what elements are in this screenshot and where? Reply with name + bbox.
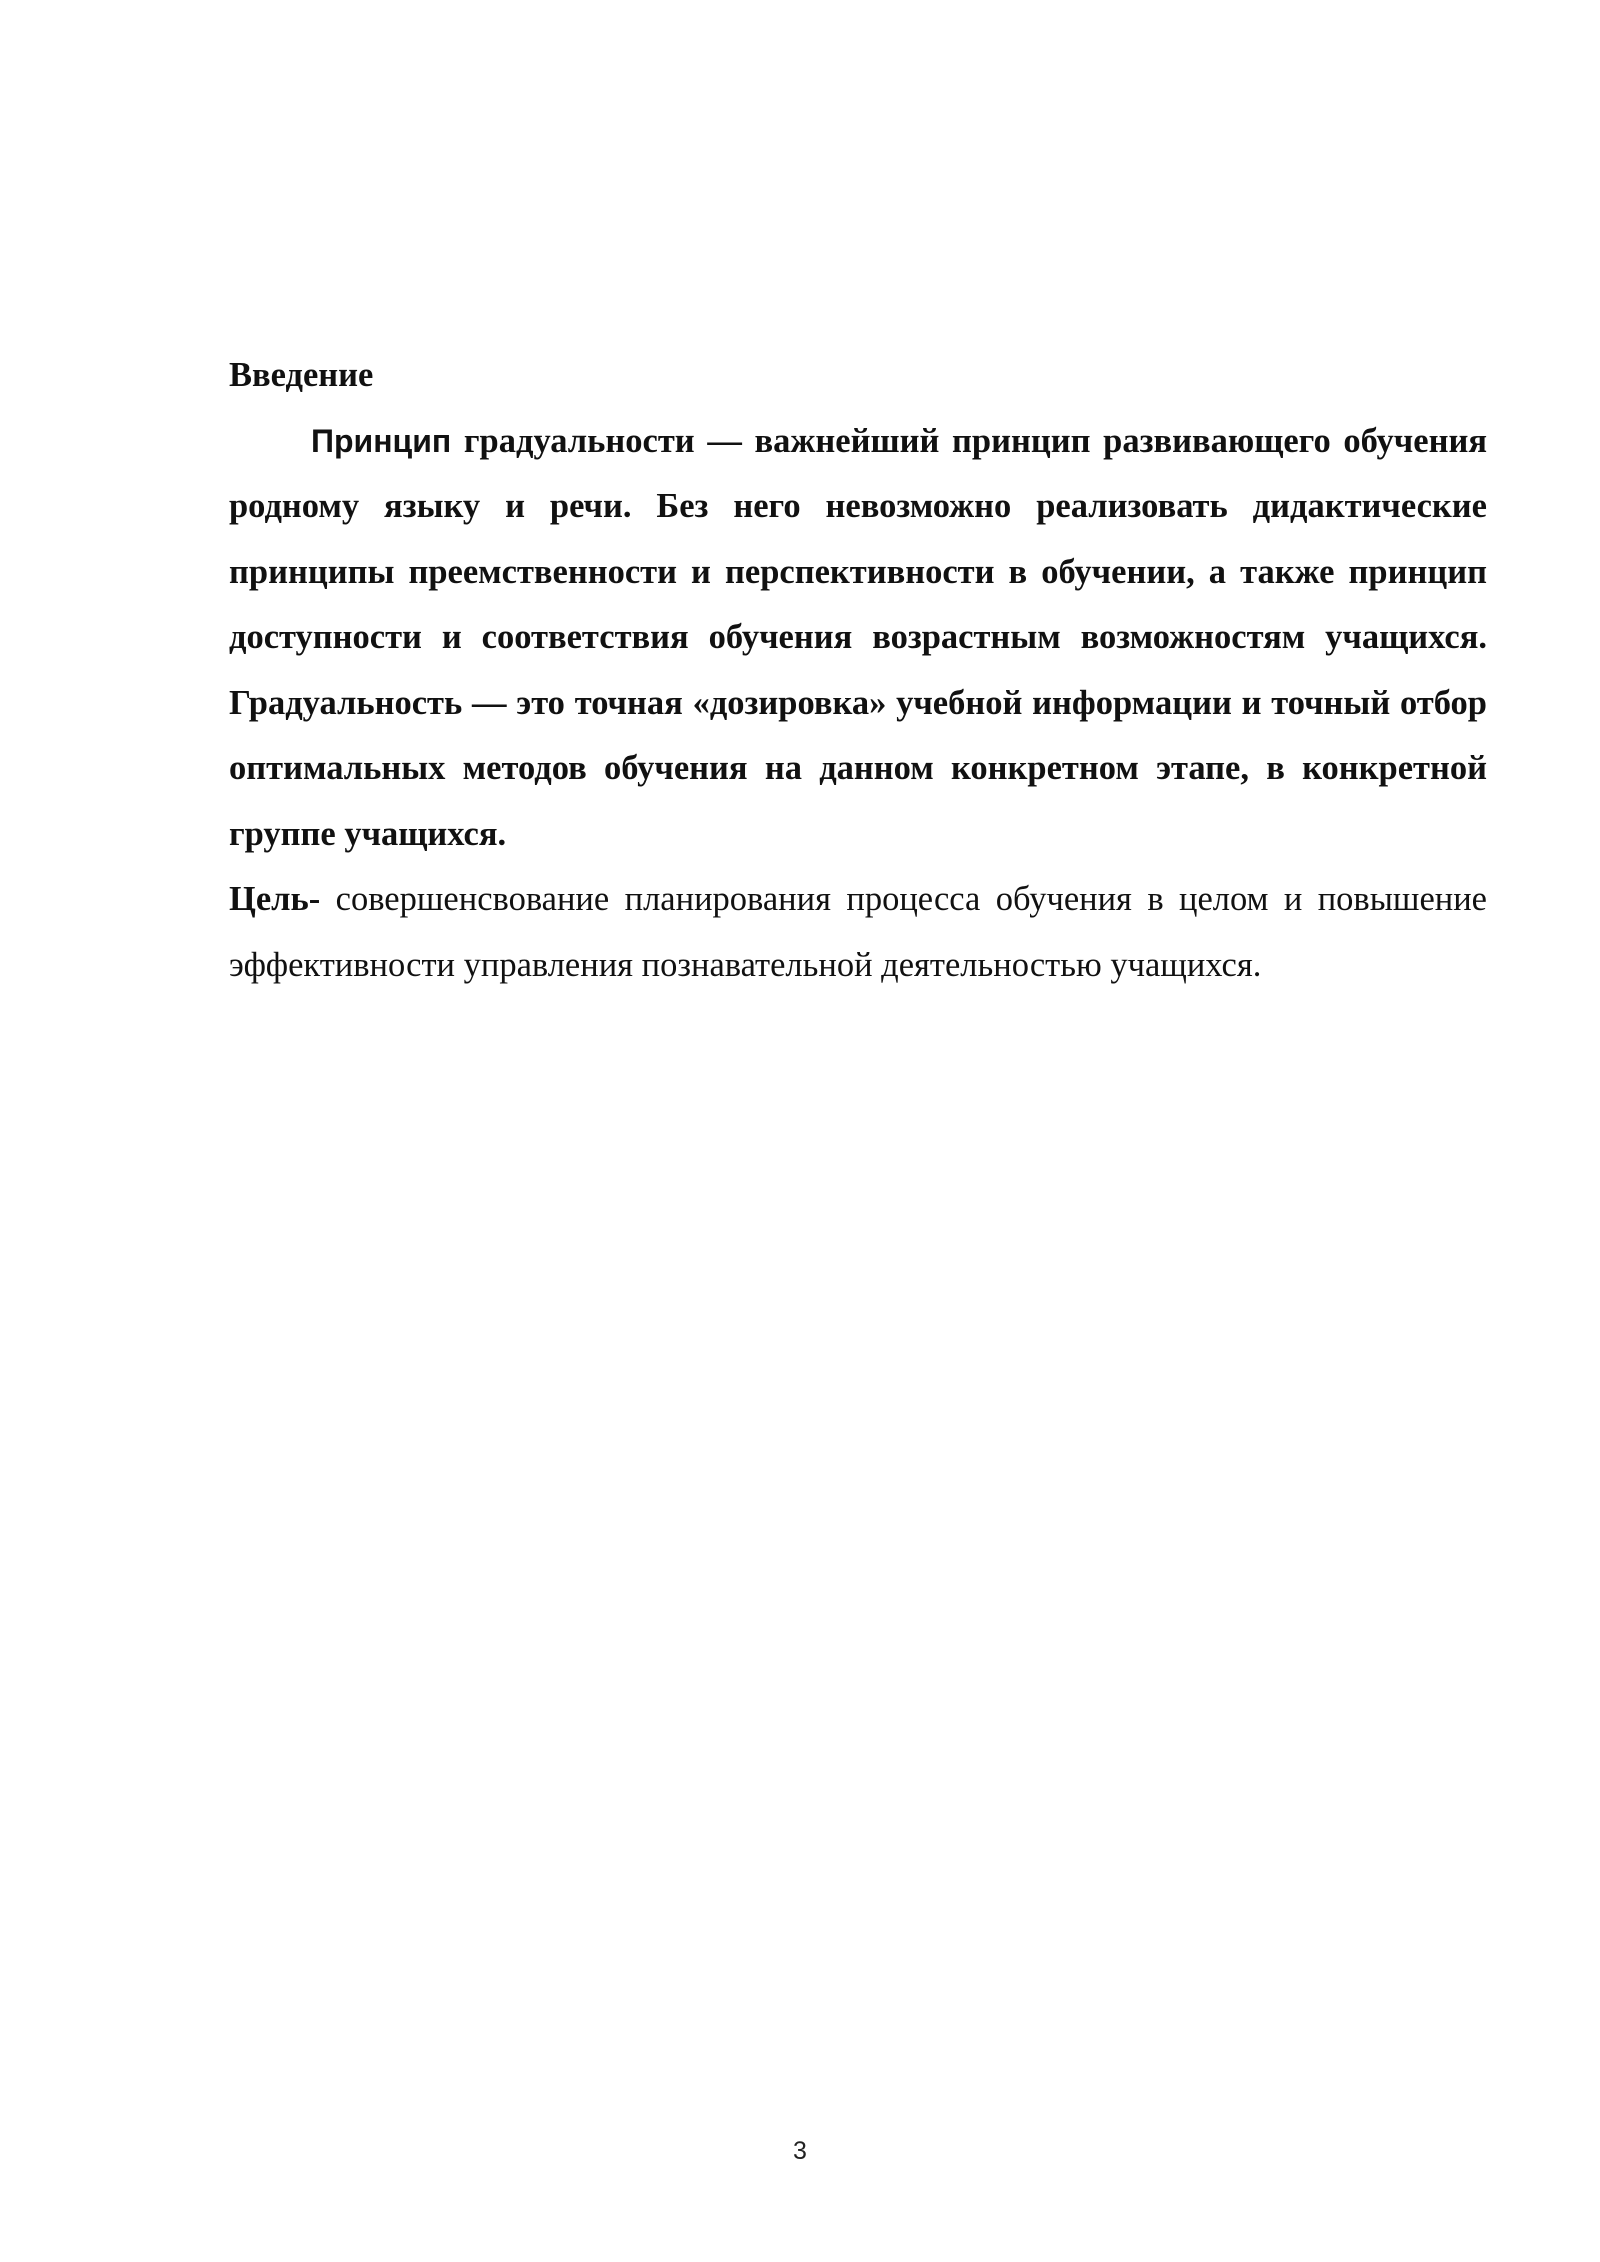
intro-paragraph bbox=[229, 409, 1487, 868]
section-heading: Введение bbox=[229, 356, 374, 394]
goal-paragraph bbox=[229, 867, 1487, 998]
intro-lead-word: Принцип bbox=[311, 422, 452, 459]
intro-paragraph-text: градуальности — важнейший принцип развивающего обучения родному языку и речи. Без него невозможно реализовать дидактические принципы преемственности и перспективности в обучении, а также принцип доступности и соответствия обучения возрастным возможностям учащихся. Градуальность — это точная «дозировка» учебной информации и точный отбор оптимальных методов обучения на данном конкретном этапе, в конкретной группе учащихся. bbox=[229, 421, 1487, 853]
body-text bbox=[229, 343, 1487, 998]
page-number: 3 bbox=[793, 2137, 807, 2165]
goal-paragraph-text: совершенсвование планирования процесса обучения в целом и повышение эффективности управления познавательной деятельностью учащихся. bbox=[229, 880, 1487, 984]
goal-label: Цель- bbox=[229, 880, 321, 918]
